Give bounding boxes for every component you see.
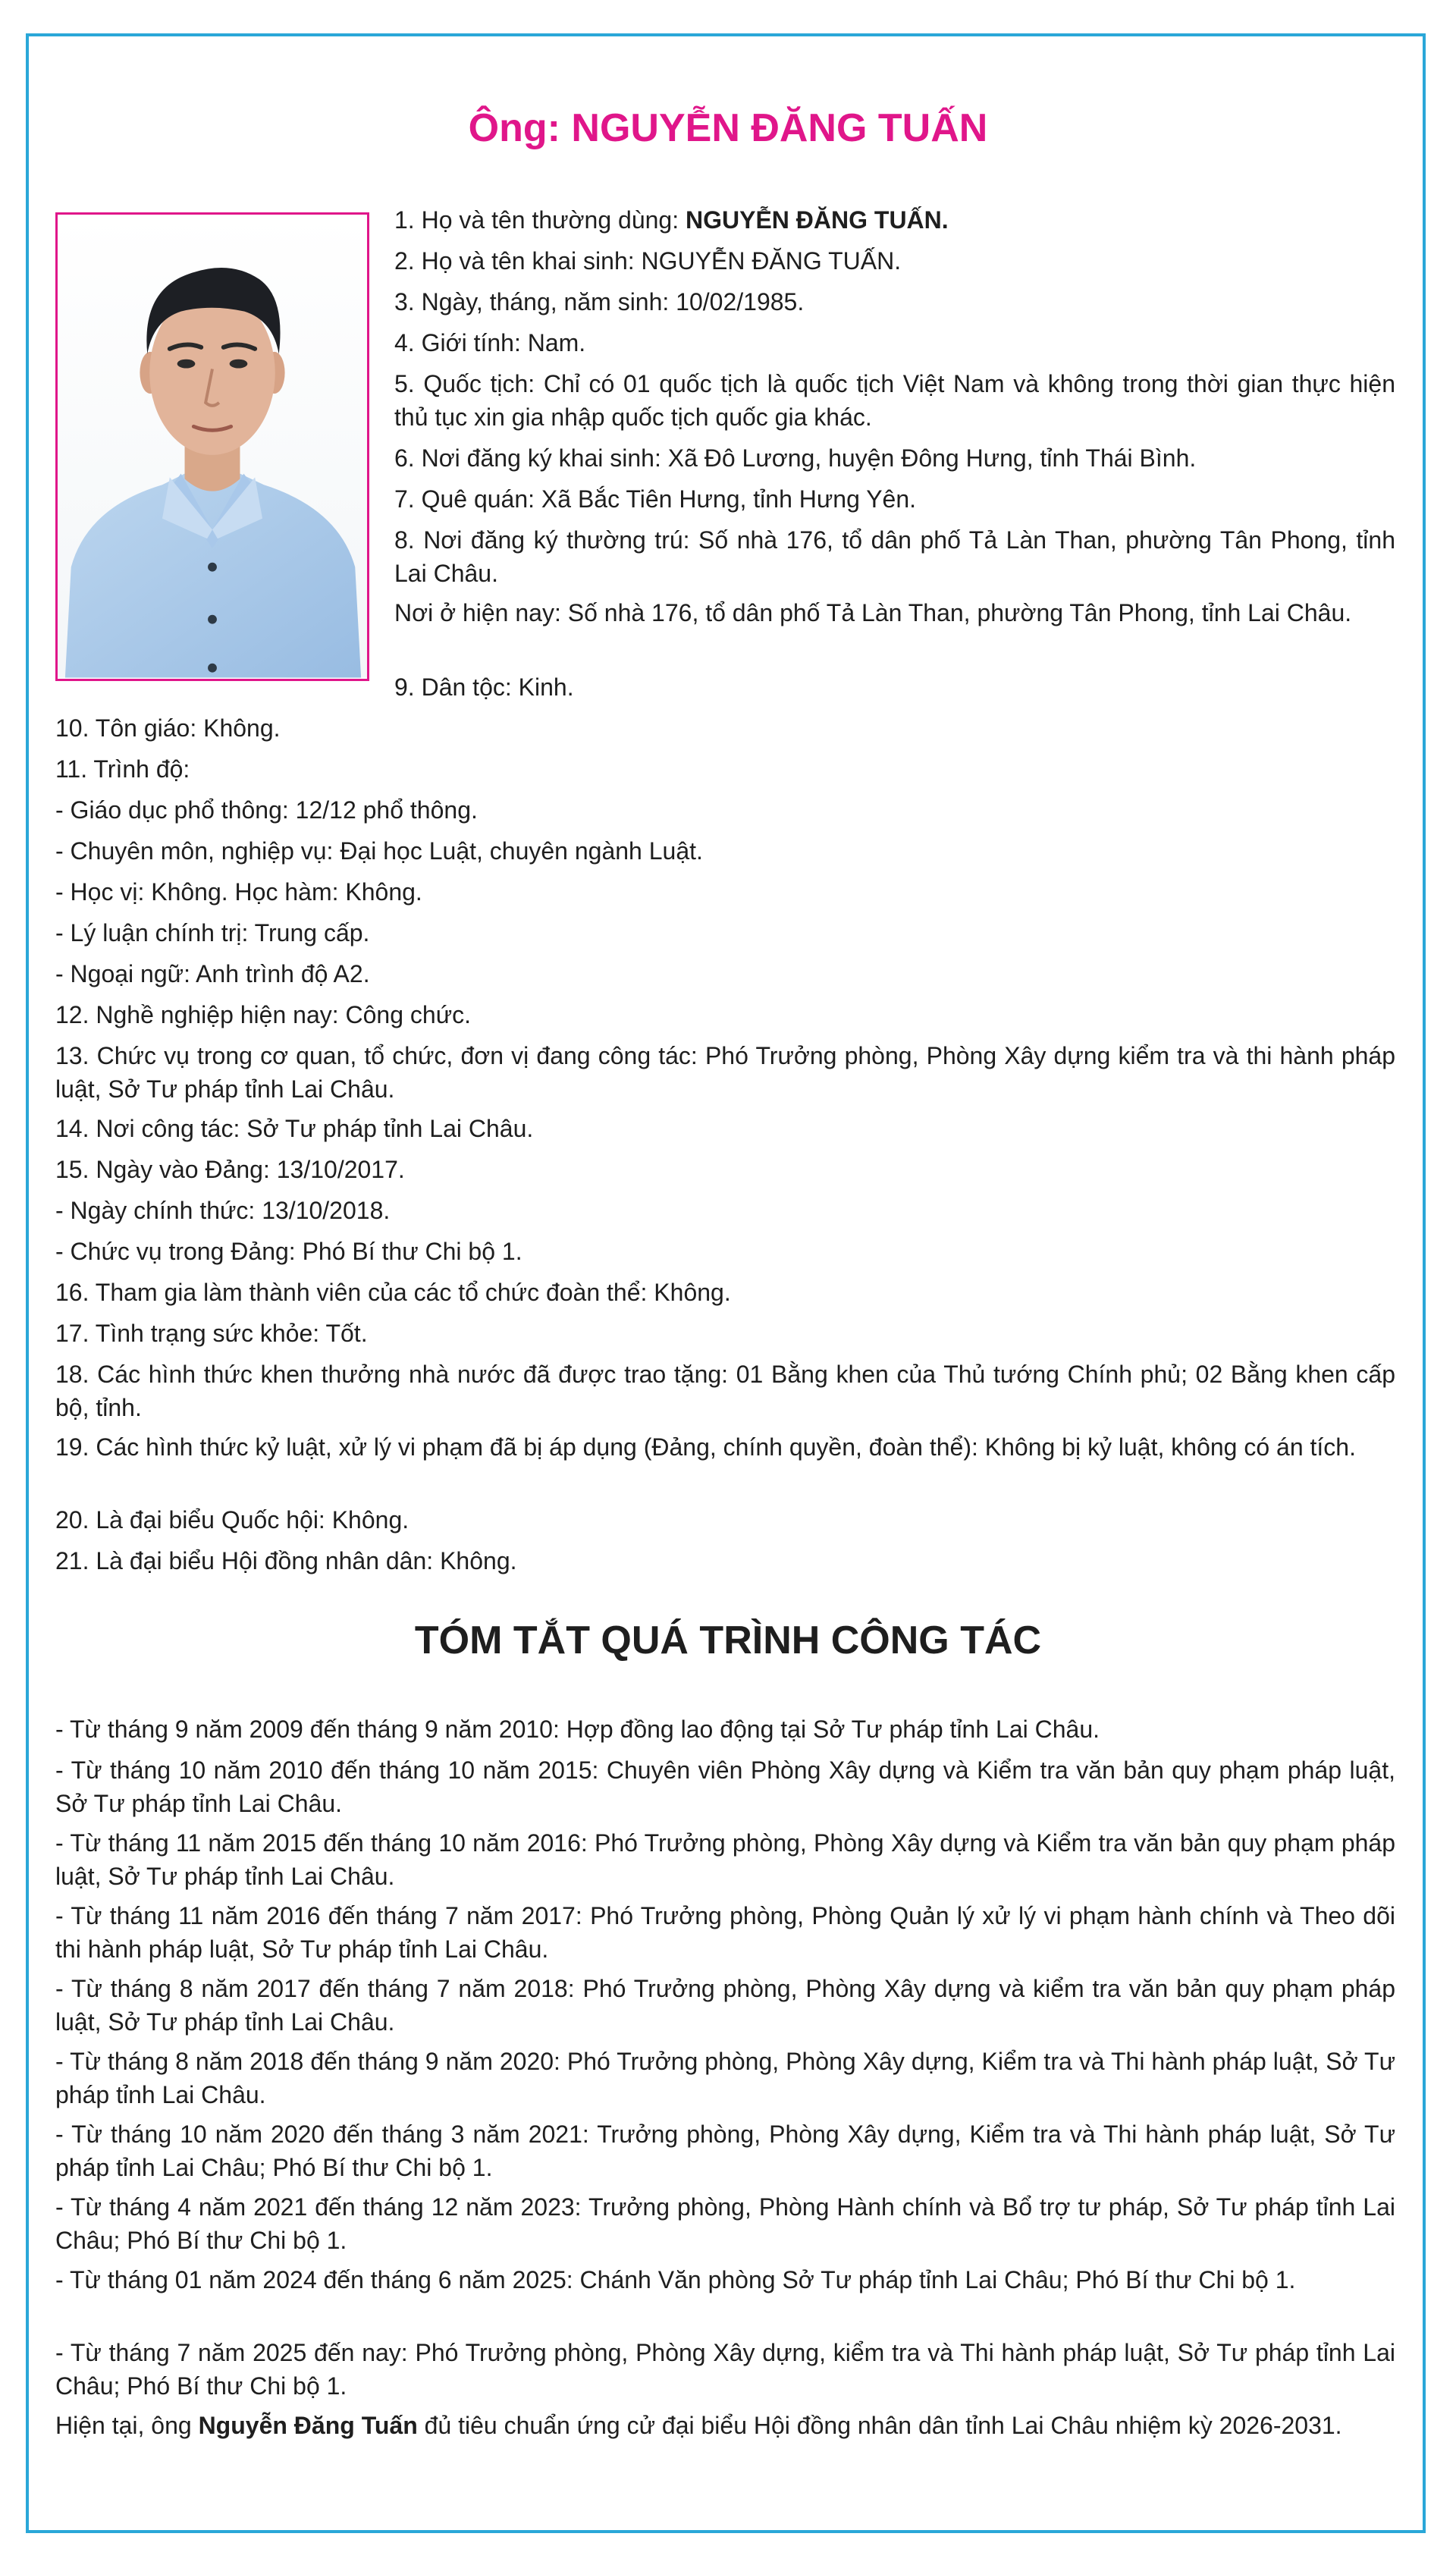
info-line-1: 1. Họ và tên thường dùng: NGUYỄN ĐĂNG TUẤN.	[394, 206, 949, 234]
career-item-1: - Từ tháng 9 năm 2009 đến tháng 9 năm 2010: Hợp đồng lao động tại Sở Tư pháp tỉnh Lai Châu.	[55, 1716, 1100, 1743]
candidate-name-bold: Nguyễn Đăng Tuấn	[198, 2412, 418, 2439]
info-line-21: 21. Là đại biểu Hội đồng nhân dân: Không.	[55, 1547, 517, 1574]
career-section-title: TÓM TẮT QUÁ TRÌNH CÔNG TÁC	[414, 1618, 1042, 1662]
career-item-4: - Từ tháng 11 năm 2016 đến tháng 7 năm 2017: Phó Trưởng phòng, Phòng Quản lý xử lý vi phạm hành chính và Theo dõi thi hành pháp luật, Sở Tư pháp tỉnh Lai Châu.	[55, 1902, 1395, 1963]
info-line-10: 10. Tôn giáo: Không.	[55, 714, 281, 742]
info-line-residence: Nơi ở hiện nay: Số nhà 176, tổ dân phố Tả Làn Than, phường Tân Phong, tỉnh Lai Châu.	[394, 599, 1352, 626]
info-line-11d: - Lý luận chính trị: Trung cấp.	[55, 919, 370, 947]
info-line-15b: - Chức vụ trong Đảng: Phó Bí thư Chi bộ 1.	[55, 1238, 522, 1265]
info-line-11e: - Ngoại ngữ: Anh trình độ A2.	[55, 960, 370, 987]
info-line-14: 14. Nơi công tác: Sở Tư pháp tỉnh Lai Châu.	[55, 1115, 534, 1142]
career-item-8: - Từ tháng 4 năm 2021 đến tháng 12 năm 2023: Trưởng phòng, Phòng Hành chính và Bổ trợ tư pháp, Sở Tư pháp tỉnh Lai Châu; Phó Bí thư Chi bộ 1.	[55, 2193, 1395, 2254]
info-line-16: 16. Tham gia làm thành viên của các tổ chức đoàn thể: Không.	[55, 1279, 731, 1306]
info-line-17: 17. Tình trạng sức khỏe: Tốt.	[55, 1320, 368, 1347]
info-line-18: 18. Các hình thức khen thưởng nhà nước đã được trao tặng: 01 Bằng khen của Thủ tướng Chính phủ; 02 Bằng khen cấp bộ, tỉnh.	[55, 1361, 1395, 1421]
career-item-6: - Từ tháng 8 năm 2018 đến tháng 9 năm 2020: Phó Trưởng phòng, Phòng Xây dựng, Kiểm tra và Thi hành pháp luật, Sở Tư pháp tỉnh Lai Châu.	[55, 2048, 1395, 2108]
info-line-11a: - Giáo dục phổ thông: 12/12 phổ thông.	[55, 796, 478, 824]
portrait-photo	[55, 212, 369, 681]
career-item-9: - Từ tháng 01 năm 2024 đến tháng 6 năm 2025: Chánh Văn phòng Sở Tư pháp tỉnh Lai Châu; Phó Bí thư Chi bộ 1.	[55, 2266, 1296, 2293]
info-line-6: 6. Nơi đăng ký khai sinh: Xã Đô Lương, huyện Đông Hưng, tỉnh Thái Bình.	[394, 444, 1197, 472]
portrait-icon	[58, 215, 367, 679]
info-line-19: 19. Các hình thức kỷ luật, xử lý vi phạm đã bị áp dụng (Đảng, chính quyền, đoàn thể): Không bị kỷ luật, không có án tích.	[55, 1433, 1356, 1461]
info-line-8: 8. Nơi đăng ký thường trú: Số nhà 176, tổ dân phố Tả Làn Than, phường Tân Phong, tỉnh Lai Châu.	[394, 526, 1395, 587]
info-line-11: 11. Trình độ:	[55, 755, 190, 783]
info-line-4: 4. Giới tính: Nam.	[394, 329, 586, 356]
info-line-9: 9. Dân tộc: Kinh.	[394, 673, 574, 701]
info-line-2: 2. Họ và tên khai sinh: NGUYỄN ĐĂNG TUẤN.	[394, 247, 902, 275]
info-line-15a: - Ngày chính thức: 13/10/2018.	[55, 1197, 391, 1224]
career-conclusion: Hiện tại, ông Nguyễn Đăng Tuấn đủ tiêu chuẩn ứng cử đại biểu Hội đồng nhân dân tỉnh Lai Châu nhiệm kỳ 2026-2031.	[55, 2412, 1342, 2439]
info-line-12: 12. Nghề nghiệp hiện nay: Công chức.	[55, 1001, 472, 1028]
info-line-15: 15. Ngày vào Đảng: 13/10/2017.	[55, 1156, 405, 1183]
career-item-3: - Từ tháng 11 năm 2015 đến tháng 10 năm 2016: Phó Trưởng phòng, Phòng Xây dựng và Kiểm tra văn bản quy phạm pháp luật, Sở Tư pháp tỉnh Lai Châu.	[55, 1829, 1395, 1890]
info-line-13: 13. Chức vụ trong cơ quan, tổ chức, đơn vị đang công tác: Phó Trưởng phòng, Phòng Xây dựng kiểm tra và thi hành pháp luật, Sở Tư pháp tỉnh Lai Châu.	[55, 1042, 1395, 1103]
info-line-3: 3. Ngày, tháng, năm sinh: 10/02/1985.	[394, 288, 805, 316]
career-item-2: - Từ tháng 10 năm 2010 đến tháng 10 năm 2015: Chuyên viên Phòng Xây dựng và Kiểm tra văn bản quy phạm pháp luật, Sở Tư pháp tỉnh Lai Châu.	[55, 1756, 1395, 1817]
info-line-5: 5. Quốc tịch: Chỉ có 01 quốc tịch là quốc tịch Việt Nam và không trong thời gian thực hiện thủ tục xin gia nhập quốc tịch quốc gia khác.	[394, 370, 1395, 431]
career-item-10: - Từ tháng 7 năm 2025 đến nay: Phó Trưởng phòng, Phòng Xây dựng, kiểm tra và Thi hành pháp luật, Sở Tư pháp tỉnh Lai Châu; Phó Bí thư Chi bộ 1.	[55, 2339, 1395, 2400]
info-line-11c: - Học vị: Không. Học hàm: Không.	[55, 878, 422, 906]
info-line-7: 7. Quê quán: Xã Bắc Tiên Hưng, tỉnh Hưng Yên.	[394, 485, 917, 513]
info-line-11b: - Chuyên môn, nghiệp vụ: Đại học Luật, chuyên ngành Luật.	[55, 837, 703, 865]
career-item-5: - Từ tháng 8 năm 2017 đến tháng 7 năm 2018: Phó Trưởng phòng, Phòng Xây dựng và kiểm tra văn bản quy phạm pháp luật, Sở Tư pháp tỉnh Lai Châu.	[55, 1975, 1395, 2036]
page-title: Ông: NGUYỄN ĐĂNG TUẤN	[468, 106, 988, 150]
info-line-20: 20. Là đại biểu Quốc hội: Không.	[55, 1506, 410, 1534]
career-item-7: - Từ tháng 10 năm 2020 đến tháng 3 năm 2021: Trưởng phòng, Phòng Xây dựng, Kiểm tra và Thi hành pháp luật, Sở Tư pháp tỉnh Lai Châu; Phó Bí thư Chi bộ 1.	[55, 2121, 1395, 2181]
info-bold-text: NGUYỄN ĐĂNG TUẤN.	[685, 206, 949, 234]
